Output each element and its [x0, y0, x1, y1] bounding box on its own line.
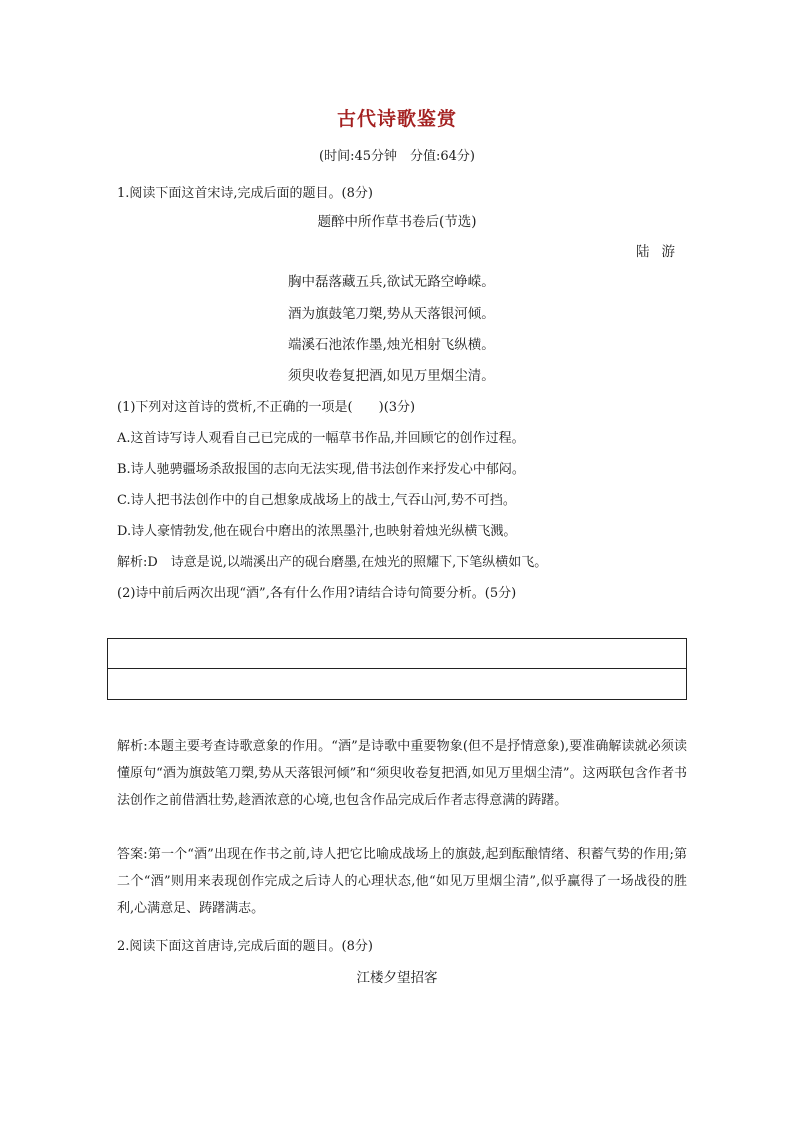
answer-row [108, 639, 686, 669]
question-1-prompt: 1.阅读下面这首宋诗,完成后面的题目。(8分) [117, 186, 373, 201]
q1-option-a: A.这首诗写诗人观看自己已完成的一幅草书作品,并回顾它的创作过程。 [117, 431, 525, 446]
q1-poem-title: 题醉中所作草书卷后(节选) [317, 214, 477, 230]
page-title: 古代诗歌鉴赏 [336, 108, 457, 130]
q1-sub1-prompt: (1)下列对这首诗的赏析,不正确的一项是( )(3分) [117, 400, 416, 415]
question-2-prompt: 2.阅读下面这首唐诗,完成后面的题目。(8分) [117, 939, 373, 954]
exam-time-score: (时间:45分钟 分值:64分) [319, 149, 475, 164]
answer-box [107, 638, 687, 700]
q1-option-d: D.诗人豪情勃发,他在砚台中磨出的浓黑墨汁,也映射着烛光纵横飞溅。 [117, 524, 517, 539]
answer-row [108, 669, 686, 699]
q1-sub2-analysis: 解析:本题主要考查诗歌意象的作用。“酒”是诗歌中重要物象(但不是抒情意象),要准确解读就必须读懂原句“酒为旗鼓笔刀槊,势从天落银河倾”和“须臾收卷复把酒,如见万里烟尘清”。这两联包含作者书法创作之前借酒壮势,趁酒浓意的心境,也包含作品完成后作者志得意满的踌躇。 [117, 739, 687, 808]
q2-poem-title: 江楼夕望招客 [356, 970, 438, 986]
q1-poem-line-4: 须臾收卷复把酒,如见万里烟尘清。 [288, 368, 495, 384]
q1-poem-line-1: 胸中磊落藏五兵,欲试无路空峥嵘。 [288, 274, 495, 290]
q1-option-b: B.诗人驰骋疆场杀敌报国的志向无法实现,借书法创作来抒发心中郁闷。 [117, 462, 525, 477]
q1-sub1-analysis: 解析:D 诗意是说,以端溪出产的砚台磨墨,在烛光的照耀下,下笔纵横如飞。 [117, 555, 548, 570]
q1-option-c: C.诗人把书法创作中的自己想象成战场上的战士,气吞山河,势不可挡。 [117, 493, 516, 508]
q1-sub2-answer: 答案:第一个“酒”出现在作书之前,诗人把它比喻成战场上的旗鼓,起到酝酿情绪、积蓄气势的作用;第二个“酒”则用来表现创作完成之后诗人的心理状态,他“如见万里烟尘清”,似乎赢得了一场战役的胜利,心满意足、踌躇满志。 [117, 847, 687, 916]
q1-sub2-prompt: (2)诗中前后两次出现“酒”,各有什么作用?请结合诗句简要分析。(5分) [117, 586, 517, 601]
q1-poem-line-2: 酒为旗鼓笔刀槊,势从天落银河倾。 [288, 306, 495, 322]
q1-poem-line-3: 端溪石池浓作墨,烛光相射飞纵横。 [288, 337, 495, 353]
q1-poem-author: 陆游 [636, 244, 687, 260]
